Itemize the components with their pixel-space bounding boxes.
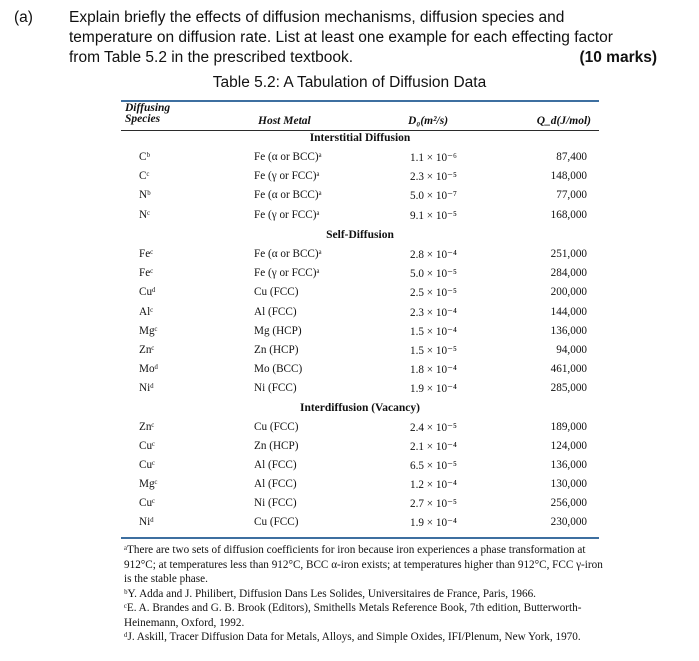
question-line: Explain briefly the effects of diffusion mechanisms, diffusion species and	[69, 9, 565, 26]
cell-species: Moᵈ	[139, 363, 159, 376]
table-row	[121, 363, 599, 381]
cell-species: Nᵇ	[139, 189, 151, 202]
cell-species: Feᶜ	[139, 248, 154, 260]
cell-host: Zn (HCP)	[254, 440, 299, 452]
cell-qd: 77,000	[556, 189, 587, 202]
section-title: Self-Diffusion	[326, 229, 394, 241]
header-qd: Q_d(J/mol)	[536, 115, 591, 127]
table-row	[121, 189, 599, 207]
cell-d0: 9.1 × 10⁻⁵	[410, 209, 457, 222]
table-caption: Table 5.2: A Tabulation of Diffusion Data	[212, 74, 487, 91]
cell-d0: 2.4 × 10⁻⁵	[410, 422, 457, 434]
cell-host: Mg (HCP)	[254, 324, 302, 337]
cell-host: Fe (α or BCC)ᵃ	[254, 151, 322, 163]
section-title: Interdiffusion (Vacancy)	[299, 402, 420, 414]
cell-species: Cuᶜ	[139, 440, 155, 452]
cell-host: Al (FCC)	[254, 459, 297, 471]
question-text	[69, 8, 659, 68]
table-row	[121, 421, 599, 439]
cell-host: Al (FCC)	[254, 305, 297, 318]
cell-qd: 94,000	[556, 344, 587, 356]
cell-qd: 136,000	[550, 459, 587, 471]
cell-species: Nᶜ	[139, 208, 150, 221]
table-row	[121, 306, 599, 324]
cell-species: Mgᶜ	[139, 324, 158, 337]
footnote: ᵃThere are two sets of diffusion coefficients for iron because iron experiences a phase transformation at 912°C; at temperatures less than 912°C, BCC α-iron exists; at temperatures higher than 912°C, FCC γ-iron is the stable phase.	[124, 544, 603, 585]
question-label: (a)	[14, 9, 33, 26]
cell-species: Feᶜ	[139, 267, 154, 280]
cell-qd: 136,000	[550, 324, 587, 337]
cell-qd: 130,000	[550, 478, 587, 490]
cell-host: Fe (γ or FCC)ᵃ	[254, 267, 320, 280]
cell-species: Niᵈ	[139, 516, 154, 528]
header-d0: D₀(m²/s)	[408, 115, 449, 127]
footnote: ᶜE. A. Brandes and G. B. Brook (Editors), Smithells Metals Reference Book, 7th edition, Butterworth-Heinemann, Oxford, 1992.	[124, 602, 582, 629]
cell-qd: 284,000	[550, 267, 587, 280]
cell-qd: 230,000	[550, 516, 587, 528]
cell-host: Mo (BCC)	[254, 363, 303, 376]
cell-qd: 285,000	[550, 382, 587, 395]
cell-qd: 461,000	[550, 363, 587, 376]
cell-d0: 2.3 × 10⁻⁴	[410, 306, 457, 319]
cell-qd: 200,000	[550, 286, 587, 299]
cell-qd: 124,000	[550, 440, 587, 452]
cell-d0: 1.1 × 10⁻⁶	[410, 152, 457, 164]
footnote: ᵈJ. Askill, Tracer Diffusion Data for Metals, Alloys, and Simple Oxides, IFI/Plenum, New York, 1970.	[124, 631, 581, 643]
table-row	[121, 209, 599, 227]
cell-species: Cuᶜ	[139, 497, 155, 509]
cell-host: Zn (HCP)	[254, 344, 299, 356]
cell-host: Fe (γ or FCC)ᵃ	[254, 170, 320, 183]
cell-d0: 1.8 × 10⁻⁴	[410, 364, 457, 377]
cell-qd: 251,000	[550, 248, 587, 260]
header-host: Host Metal	[258, 115, 311, 127]
cell-species: Alᶜ	[139, 305, 154, 318]
table-bottom-rule	[121, 537, 599, 539]
table-row	[121, 344, 599, 362]
table-top-rule	[121, 100, 599, 102]
table-row	[121, 248, 599, 266]
header-species-line: Species	[125, 113, 161, 125]
cell-d0: 2.7 × 10⁻⁵	[410, 498, 457, 510]
cell-qd: 144,000	[550, 305, 587, 318]
cell-d0: 5.0 × 10⁻⁷	[410, 190, 457, 203]
cell-host: Al (FCC)	[254, 478, 297, 490]
table-row	[121, 497, 599, 515]
cell-d0: 1.5 × 10⁻⁵	[410, 345, 457, 357]
header-species-line: Diffusing	[125, 102, 171, 114]
table-row	[121, 478, 599, 496]
cell-species: Cuᵈ	[139, 286, 156, 299]
table-row	[121, 170, 599, 188]
cell-host: Fe (α or BCC)ᵃ	[254, 189, 322, 202]
cell-qd: 87,400	[556, 151, 587, 163]
cell-host: Fe (α or BCC)ᵃ	[254, 248, 322, 260]
footnotes	[124, 543, 604, 645]
cell-host: Cu (FCC)	[254, 421, 299, 433]
cell-d0: 1.9 × 10⁻⁴	[410, 383, 457, 396]
cell-species: Znᶜ	[139, 344, 155, 356]
cell-host: Ni (FCC)	[254, 497, 297, 509]
cell-d0: 1.5 × 10⁻⁴	[410, 325, 457, 338]
cell-d0: 2.5 × 10⁻⁵	[410, 287, 457, 300]
section-title: Interstitial Diffusion	[309, 132, 411, 144]
cell-qd: 148,000	[550, 170, 587, 183]
cell-species: Cᶜ	[139, 170, 150, 183]
table-row	[121, 325, 599, 343]
table-row	[121, 267, 599, 285]
header-species	[125, 103, 170, 125]
cell-species: Cᵇ	[139, 151, 150, 163]
cell-host: Cu (FCC)	[254, 286, 299, 299]
table-row	[121, 516, 599, 534]
cell-d0: 1.2 × 10⁻⁴	[410, 479, 457, 491]
question-line: from Table 5.2 in the prescribed textbook.	[69, 49, 354, 66]
cell-host: Ni (FCC)	[254, 382, 297, 395]
question-line: temperature on diffusion rate. List at least one example for each effecting factor	[69, 29, 613, 46]
cell-d0: 1.9 × 10⁻⁴	[410, 517, 457, 529]
table-row	[121, 382, 599, 400]
cell-d0: 5.0 × 10⁻⁵	[410, 268, 457, 281]
marks-label: (10 marks)	[579, 49, 657, 66]
cell-d0: 2.8 × 10⁻⁴	[410, 249, 457, 261]
cell-species: Mgᶜ	[139, 478, 158, 490]
cell-d0: 2.1 × 10⁻⁴	[410, 441, 457, 453]
table-row	[121, 286, 599, 304]
cell-qd: 168,000	[550, 208, 587, 221]
cell-host: Cu (FCC)	[254, 516, 299, 528]
table-row	[121, 440, 599, 458]
cell-qd: 256,000	[550, 497, 587, 509]
footnote: ᵇY. Adda and J. Philibert, Diffusion Dans Les Solides, Universitaires de France, Paris, 1966.	[124, 587, 536, 600]
cell-qd: 189,000	[550, 421, 587, 433]
header-rule	[121, 130, 599, 131]
cell-species: Niᵈ	[139, 382, 154, 395]
cell-host: Fe (γ or FCC)ᵃ	[254, 208, 320, 221]
cell-species: Znᶜ	[139, 421, 155, 433]
cell-d0: 6.5 × 10⁻⁵	[410, 460, 457, 472]
cell-d0: 2.3 × 10⁻⁵	[410, 171, 457, 184]
table-row	[121, 459, 599, 477]
cell-species: Cuᶜ	[139, 459, 155, 471]
table-row	[121, 151, 599, 169]
